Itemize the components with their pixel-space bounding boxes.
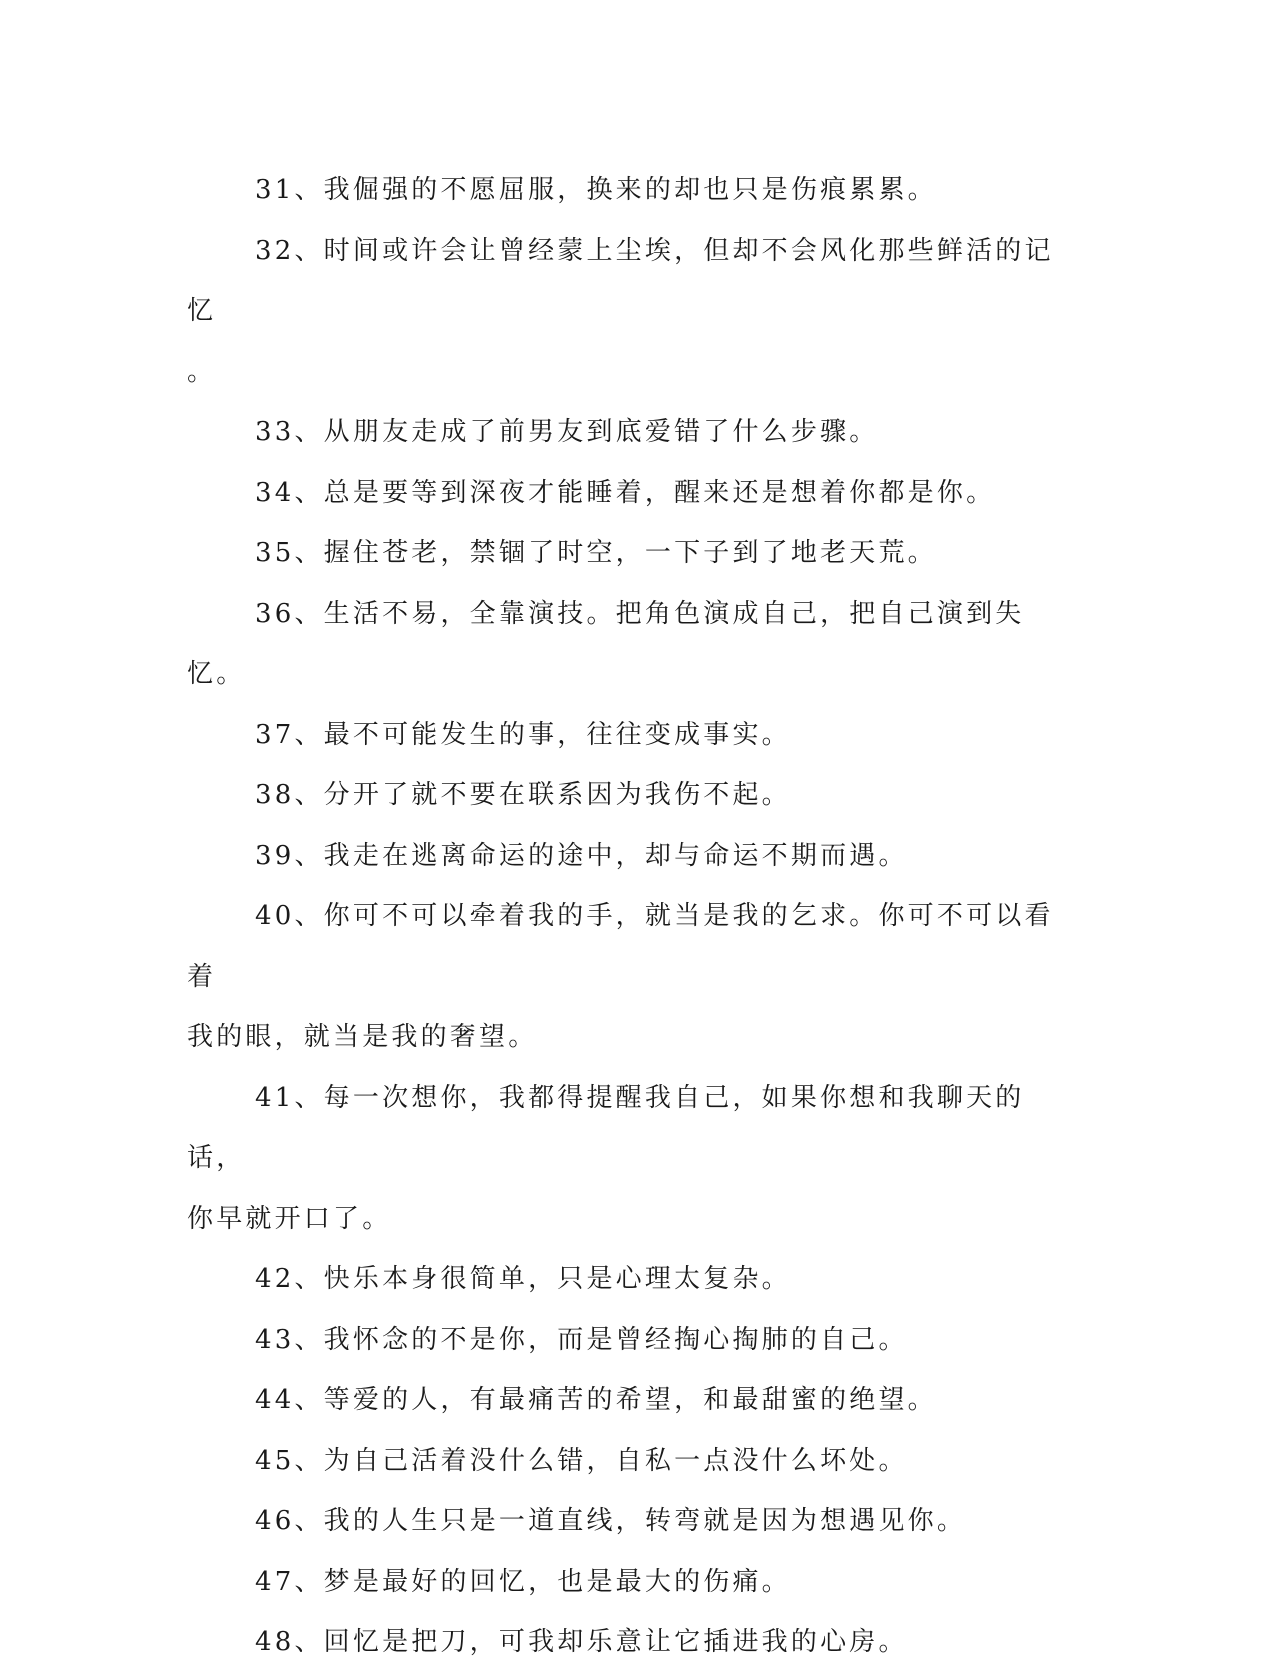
paragraph-line: 47、梦是最好的回忆，也是最大的伤痛。 xyxy=(255,1566,791,1597)
paragraph-38 xyxy=(187,765,1077,826)
paragraph-32 xyxy=(187,221,1077,403)
paragraph-line: 45、为自己活着没什么错，自私一点没什么坏处。 xyxy=(255,1445,908,1476)
paragraph-37 xyxy=(187,705,1077,766)
paragraph-47 xyxy=(187,1552,1077,1613)
paragraph-line: 你早就开口了。 xyxy=(187,1203,392,1234)
paragraph-line: 36、生活不易，全靠演技。把角色演成自己，把自己演到失忆。 xyxy=(187,598,1025,689)
paragraph-39 xyxy=(187,826,1077,887)
paragraph-line: 39、我走在逃离命运的途中，却与命运不期而遇。 xyxy=(255,840,908,871)
text-body xyxy=(187,160,1077,1673)
paragraph-42 xyxy=(187,1249,1077,1310)
paragraph-44 xyxy=(187,1370,1077,1431)
paragraph-35 xyxy=(187,523,1077,584)
paragraph-line: 44、等爱的人，有最痛苦的希望，和最甜蜜的绝望。 xyxy=(255,1385,937,1415)
paragraph-line: 46、我的人生只是一道直线，转弯就是因为想遇见你。 xyxy=(255,1506,967,1536)
paragraph-33 xyxy=(187,402,1077,463)
paragraph-40 xyxy=(187,886,1077,1068)
paragraph-line: 43、我怀念的不是你，而是曾经掏心掏肺的自己。 xyxy=(255,1324,908,1355)
paragraph-45 xyxy=(187,1431,1077,1492)
paragraph-46 xyxy=(187,1491,1077,1552)
paragraph-line: 我的眼，就当是我的奢望。 xyxy=(187,1022,538,1052)
paragraph-31 xyxy=(187,160,1077,221)
paragraph-41 xyxy=(187,1068,1077,1250)
paragraph-line: 41、每一次想你，我都得提醒我自己，如果你想和我聊天的话， xyxy=(187,1082,1025,1173)
paragraph-line: 48、回忆是把刀，可我却乐意让它插进我的心房。 xyxy=(255,1627,908,1657)
paragraph-36 xyxy=(187,584,1077,705)
paragraph-line: 。 xyxy=(187,356,217,387)
paragraph-48 xyxy=(187,1612,1077,1673)
paragraph-line: 35、握住苍老，禁锢了时空，一下子到了地老天荒。 xyxy=(255,538,937,568)
paragraph-line: 32、时间或许会让曾经蒙上尘埃，但却不会风化那些鲜活的记忆 xyxy=(187,235,1054,326)
paragraph-43 xyxy=(187,1310,1077,1371)
paragraph-line: 31、我倔强的不愿屈服，换来的却也只是伤痕累累。 xyxy=(255,175,937,205)
paragraph-line: 33、从朋友走成了前男友到底爱错了什么步骤。 xyxy=(255,417,879,447)
paragraph-line: 40、你可不可以牵着我的手，就当是我的乞求。你可不可以看着 xyxy=(187,901,1054,992)
paragraph-34 xyxy=(187,463,1077,524)
paragraph-line: 38、分开了就不要在联系因为我伤不起。 xyxy=(255,780,791,810)
paragraph-line: 34、总是要等到深夜才能睡着，醒来还是想着你都是你。 xyxy=(255,477,996,508)
paragraph-line: 42、快乐本身很简单，只是心理太复杂。 xyxy=(255,1264,791,1294)
paragraph-line: 37、最不可能发生的事，往往变成事实。 xyxy=(255,719,791,750)
